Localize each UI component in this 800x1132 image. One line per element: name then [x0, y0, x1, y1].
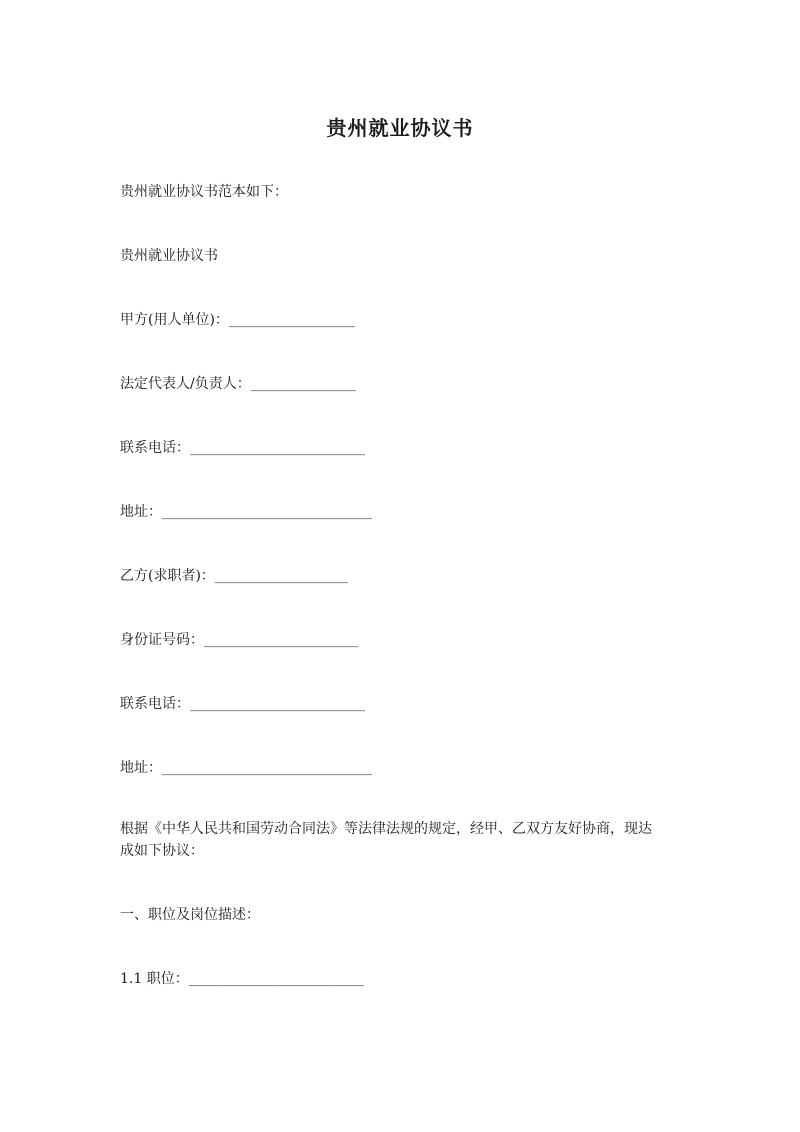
- party-a-phone-field: 联系电话：_________________________: [120, 440, 365, 456]
- party-a-address-field: 地址：______________________________: [120, 504, 372, 520]
- intro-line: 贵州就业协议书范本如下：: [120, 184, 288, 200]
- item-1-1-position-field: 1.1 职位：_________________________: [120, 971, 364, 987]
- subtitle-line: 贵州就业协议书: [120, 248, 218, 264]
- party-b-address-field: 地址：______________________________: [120, 760, 372, 776]
- document-title: 贵州就业协议书: [326, 116, 474, 140]
- id-number-field: 身份证号码：______________________: [120, 632, 358, 648]
- party-b-phone-field: 联系电话：_________________________: [120, 696, 365, 712]
- section-1-heading: 一、职位及岗位描述：: [120, 907, 260, 923]
- party-b-field: 乙方(求职者)：___________________: [120, 568, 348, 584]
- agreement-paragraph: 根据《中华人民共和国劳动合同法》等法律法规的规定，经甲、乙双方友好协商，现达成如下协议：: [120, 821, 652, 859]
- party-a-field: 甲方(用人单位)：__________________: [120, 312, 355, 328]
- legal-representative-field: 法定代表人/负责人：_______________: [120, 376, 356, 392]
